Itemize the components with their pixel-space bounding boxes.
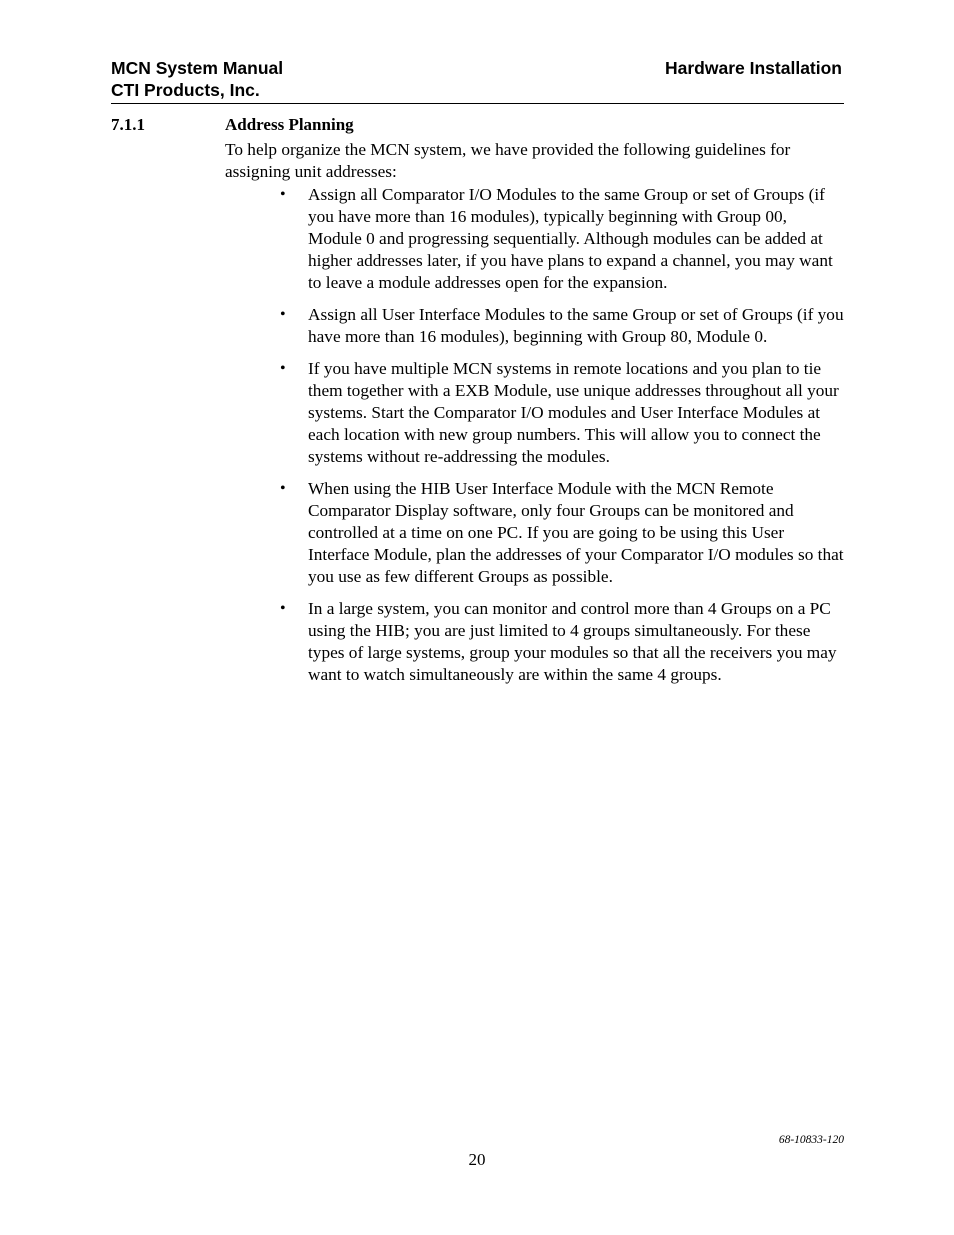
guidelines-list bbox=[225, 184, 845, 696]
list-item bbox=[225, 358, 845, 468]
bullet-icon: • bbox=[280, 360, 286, 377]
list-item-text: Assign all Comparator I/O Modules to the same Group or set of Groups (if you have more than 16 modules), typically beginning with Group 00, Module 0 and progressing sequentially. Although modules can be added at higher addresses later, if you have plans to expand a channel, you may want to leave a module addresses open for the expansion. bbox=[308, 185, 833, 292]
section-title: Address Planning bbox=[225, 115, 354, 134]
bullet-icon: • bbox=[280, 186, 286, 203]
document-number: 68-10833-120 bbox=[778, 1134, 844, 1146]
list-item bbox=[225, 184, 845, 294]
manual-title: MCN System Manual bbox=[111, 58, 284, 78]
page-header bbox=[111, 57, 844, 104]
list-item bbox=[225, 598, 845, 686]
list-item bbox=[225, 478, 845, 588]
page-number: 20 bbox=[468, 1150, 486, 1169]
list-item-text: In a large system, you can monitor and control more than 4 Groups on a PC using the HIB; you are just limited to 4 groups simultaneously. For these types of large systems, group your modules so that all the receivers you may want to watch simultaneously are within the same 4 groups. bbox=[308, 599, 837, 684]
list-item-text: When using the HIB User Interface Module with the MCN Remote Comparator Display software, only four Groups can be monitored and controlled at a time on one PC. If you are going to be using this User Interface Module, plan the addresses of your Comparator I/O modules so that you use as few different Groups as possible. bbox=[308, 479, 844, 586]
intro-paragraph: To help organize the MCN system, we have provided the following guidelines for assigning unit addresses: bbox=[225, 140, 791, 181]
list-item-text: Assign all User Interface Modules to the same Group or set of Groups (if you have more than 16 modules), beginning with Group 80, Module 0. bbox=[308, 305, 844, 346]
list-item bbox=[225, 304, 845, 348]
bullet-icon: • bbox=[280, 480, 286, 497]
company-name: CTI Products, Inc. bbox=[111, 80, 260, 100]
bullet-icon: • bbox=[280, 306, 286, 323]
header-left bbox=[111, 57, 283, 101]
section-number: 7.1.1 bbox=[111, 115, 145, 134]
bullet-icon: • bbox=[280, 600, 286, 617]
chapter-title: Hardware Installation bbox=[665, 58, 842, 78]
list-item-text: If you have multiple MCN systems in remote locations and you plan to tie them together with a EXB Module, use unique addresses throughout all your systems. Start the Comparator I/O modules and User Interface Modules at each location with new group numbers. This will allow you to connect the systems without re-addressing the modules. bbox=[308, 359, 839, 466]
